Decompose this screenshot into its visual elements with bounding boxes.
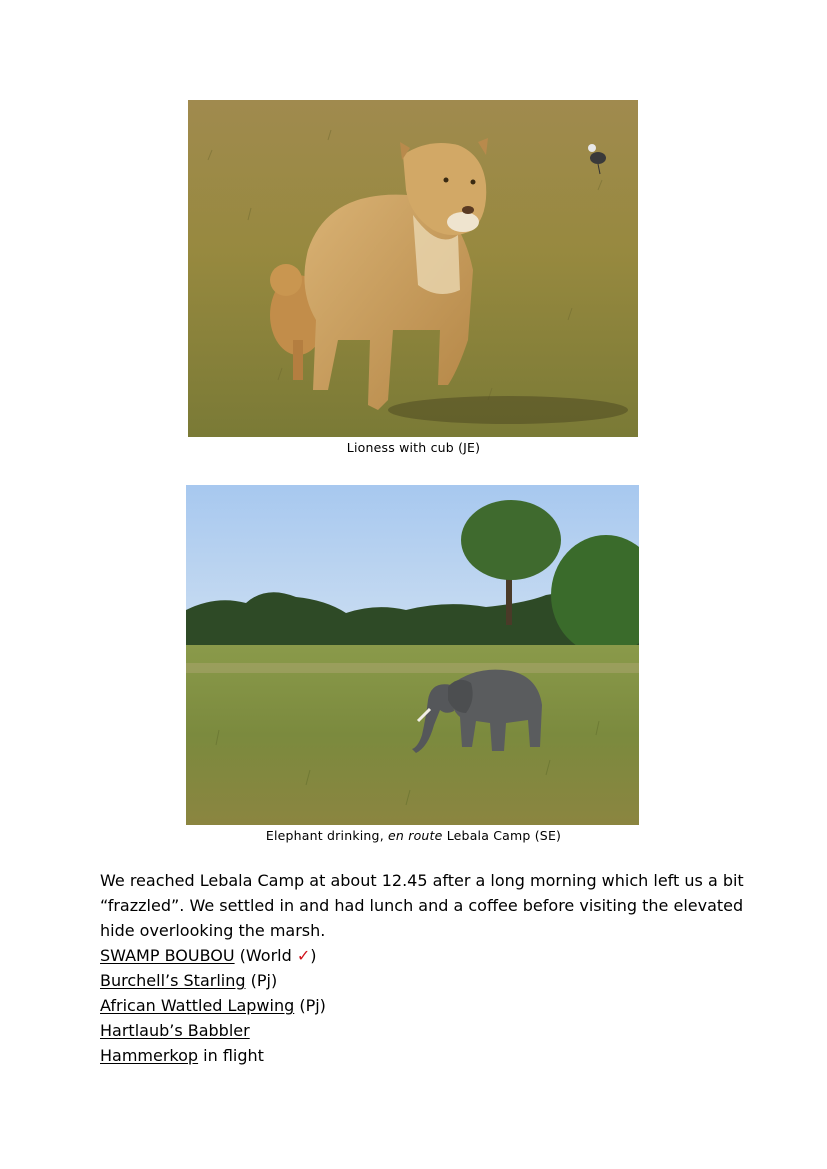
elephant-photo-caption [0, 828, 827, 843]
paragraph-line-1: We reached Lebala Camp at about 12.45 after a long morning which left us a bit [100, 871, 744, 890]
lioness-photo-caption: Lioness with cub (JE) [346, 440, 481, 455]
species-name: Hammerkop [100, 1046, 199, 1065]
elephant-drinking-photo [186, 485, 639, 825]
trip-report-text [100, 868, 744, 1068]
lioness-with-cub-photo [188, 100, 638, 437]
species-note: (Pj) [245, 971, 278, 990]
species-item-hartlaubs-babbler [100, 1018, 740, 1043]
paragraph-line-3: hide overlooking the marsh. [100, 921, 326, 940]
caption-text-end: Lebala Camp (SE) [442, 828, 562, 843]
species-note: (Pj) [294, 996, 326, 1015]
species-note: (World [234, 946, 297, 965]
species-item-african-wattled-lapwing [100, 993, 740, 1018]
species-item-burchells-starling [100, 968, 740, 993]
species-note: in flight [198, 1046, 264, 1065]
caption-text: Elephant drinking, [265, 828, 389, 843]
paragraph-line-2: “frazzled”. We settled in and had lunch and a coffee before visiting the elevated [100, 896, 744, 915]
checkmark-icon: ✓ [296, 946, 311, 965]
caption-italic: en route [388, 828, 443, 843]
species-item-swamp-boubou [100, 943, 740, 968]
species-name: SWAMP BOUBOU [100, 946, 235, 965]
species-item-hammerkop [100, 1043, 740, 1068]
species-name: African Wattled Lapwing [100, 996, 295, 1015]
species-name: Hartlaub’s Babbler [100, 1021, 250, 1040]
species-note-end: ) [310, 946, 317, 965]
species-name: Burchell’s Starling [100, 971, 246, 990]
